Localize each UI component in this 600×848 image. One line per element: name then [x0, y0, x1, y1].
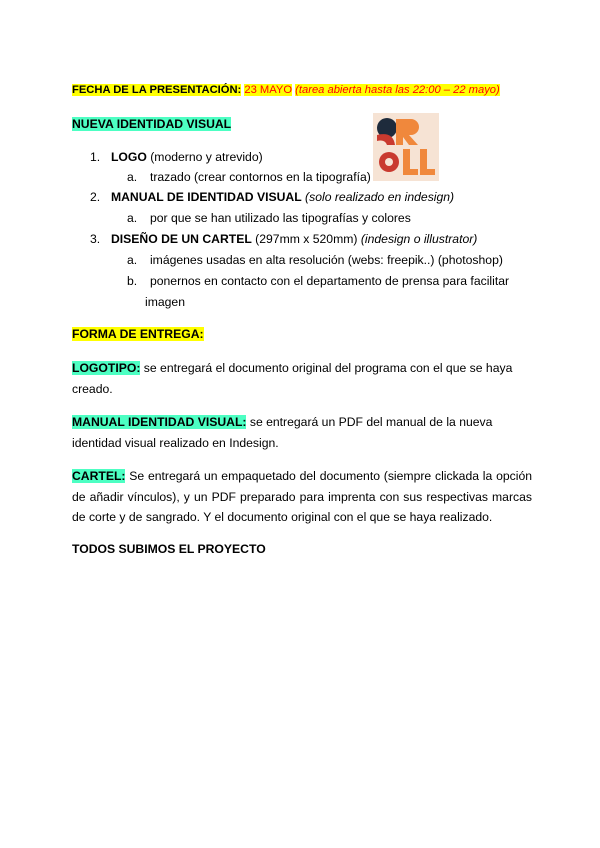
identity-section-title — [72, 117, 231, 131]
manual-text: se entregará un PDF del manual de la nueva identidad visual realizado en Indesign. — [72, 415, 493, 450]
sublist-item — [127, 211, 411, 225]
list-item-note: (solo realizado en indesign) — [301, 190, 455, 204]
manual-label: MANUAL IDENTIDAD VISUAL: — [72, 415, 247, 429]
delivery-logotipo — [72, 358, 532, 399]
sublist-text-continued — [145, 295, 185, 309]
date-note: (tarea abierta hasta las 22:00 – 22 mayo) — [295, 84, 500, 96]
sublist-text: trazado (crear contornos en la tipografía) — [149, 170, 371, 184]
presentation-date-line — [72, 84, 500, 96]
list-number: 3. — [90, 232, 101, 246]
delivery-cartel — [72, 466, 532, 528]
list-item-manual — [90, 190, 454, 204]
logotipo-label: LOGOTIPO: — [72, 361, 141, 375]
list-number: 2. — [90, 190, 101, 204]
cartel-text: Se entregará un empaquetado del documento (siempre clickada la opción de añadir vínculos), y un PDF preparado para imprenta con sus respectivas marcas de corte y de sangrado. Y el documento original con el que se haya realizado. — [72, 469, 532, 524]
list-item-note: (297mm x 520mm) — [251, 232, 361, 246]
logotipo-text: se entregará el documento original del programa con el que se haya creado. — [72, 361, 513, 396]
sublist-letter: b. — [127, 274, 138, 288]
sublist-text: imágenes usadas en alta resolución (webs: freepik..) (photoshop) — [149, 253, 503, 267]
sublist-letter: a. — [127, 211, 138, 225]
list-item-title: DISEÑO DE UN CARTEL — [110, 232, 252, 246]
delivery-manual — [72, 412, 532, 453]
sublist-item — [127, 170, 371, 184]
list-item-title: MANUAL DE IDENTIDAD VISUAL — [110, 190, 302, 204]
sublist-text: por que se han utilizado las tipografías y colores — [149, 211, 411, 225]
list-item-title: LOGO — [110, 150, 147, 164]
identity-title-text: NUEVA IDENTIDAD VISUAL — [72, 117, 232, 131]
list-item-note: (moderno y atrevido) — [146, 150, 263, 164]
date-label: FECHA DE LA PRESENTACIÓN: — [72, 84, 242, 96]
sublist-text: imagen — [145, 295, 185, 309]
cartel-label: CARTEL: — [72, 469, 126, 483]
sublist-letter: a. — [127, 170, 138, 184]
list-item-cartel — [90, 232, 477, 246]
sublist-item — [127, 274, 509, 288]
footer-note: TODOS SUBIMOS EL PROYECTO — [72, 542, 266, 556]
sublist-text: ponernos en contacto con el departamento de prensa para facilitar — [149, 274, 510, 288]
roll-logo-image — [373, 113, 439, 181]
sublist-item — [127, 253, 503, 267]
list-item-logo — [90, 150, 263, 164]
delivery-title-text: FORMA DE ENTREGA: — [72, 327, 204, 341]
delivery-section-title — [72, 327, 204, 341]
date-value: 23 MAYO — [244, 84, 293, 96]
list-item-note-italic: (indesign o illustrator) — [360, 232, 478, 246]
list-number: 1. — [90, 150, 101, 164]
sublist-letter: a. — [127, 253, 138, 267]
